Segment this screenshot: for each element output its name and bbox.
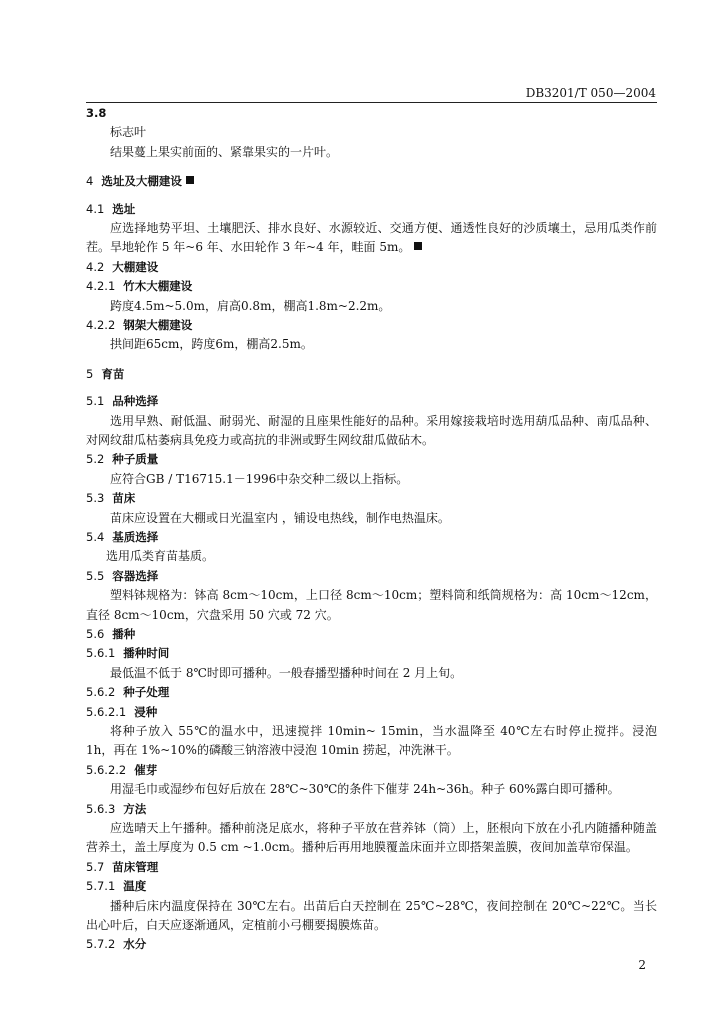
section-paragraph: 苗床应设置在大棚或日光温室内 ，铺设电热线，制作电热温床。 [110, 510, 450, 525]
document-code: DB3201/T 050—2004 [525, 86, 656, 100]
section-heading [86, 567, 657, 586]
subsubsection-heading [86, 761, 657, 780]
subsection-title: 钢架大棚建设 [123, 317, 193, 332]
section-heading [86, 450, 657, 469]
subsubsection-title: 催芽 [134, 762, 158, 777]
page-number: 2 [638, 958, 646, 972]
section-number: 5.6 [86, 626, 105, 641]
section-paragraph: 应符合GB / T16715.1－1996中杂交种二级以上指标。 [110, 471, 409, 486]
section-title: 大棚建设 [112, 259, 159, 274]
term-definition: 结果蔓上果实前面的、紧靠果实的一片叶。 [110, 144, 339, 159]
clause-number: 3.8 [86, 106, 107, 120]
subsection-number: 5.6.3 [86, 801, 116, 816]
section-heading [86, 528, 657, 547]
section-number: 5.1 [86, 394, 105, 409]
subsection-number: 5.6.1 [86, 646, 116, 661]
section-paragraph: 塑料钵规格为：钵高 8cm～10cm，上口径 8cm～10cm；塑料筒和纸筒规格为：高 10cm～12cm，直径 8cm～10cm，穴盘采用 50 穴或 72 穴。 [86, 588, 657, 622]
section-number: 5.4 [86, 529, 105, 544]
section-paragraph [86, 219, 657, 258]
subsection-heading [86, 316, 657, 335]
subsection-title: 种子处理 [123, 685, 170, 700]
section-title: 品种选择 [112, 394, 159, 409]
square-mark-icon [186, 176, 194, 184]
section-number: 5.3 [86, 491, 105, 506]
section-heading [86, 392, 657, 411]
subsubsection-number: 5.6.2.1 [86, 704, 127, 719]
subsection-heading [86, 683, 657, 702]
subsection-title: 温度 [123, 879, 147, 894]
section-paragraph: 跨度4.5m~5.0m，肩高0.8m，棚高1.8m~2.2m。 [110, 298, 391, 313]
chapter-number: 4 [86, 174, 94, 189]
subsection-title: 方法 [123, 801, 147, 816]
section-title: 种子质量 [112, 452, 159, 467]
section-heading [86, 258, 657, 277]
section-paragraph: 将种子放入 55℃的温水中，迅速搅拌 10min~ 15min，当水温降至 40℃左右时停止搅拌。浸泡 1h，再在 1%~10%的磷酸三钠溶液中浸泡 10min 捞起，冲洗淋干。 [86, 723, 657, 758]
subsection-heading [86, 877, 657, 896]
subsection-heading [86, 277, 657, 296]
section-paragraph: 选用早熟、耐低温、耐弱光、耐湿的且座果性能好的品种。采用嫁接栽培时选用葫瓜品种、南瓜品种、对网纹甜瓜枯萎病具免疫力或高抗的非洲或野生网纹甜瓜做砧木。 [86, 413, 657, 447]
section-paragraph: 应选晴天上午播种。播种前浇足底水，将种子平放在营养钵（筒）上，胚根向下放在小孔内随播种随盖营养土，盖土厚度为 0.5 cm ~1.0cm。播种后再用地膜覆盖床面并立即搭架盖膜，夜间加盖草帘保温。 [86, 820, 657, 855]
subsection-heading [86, 935, 657, 954]
section-title: 播种 [112, 626, 136, 641]
section-number: 4.1 [86, 201, 105, 216]
square-mark-icon [414, 242, 422, 250]
section-heading [86, 200, 657, 219]
subsection-title: 水分 [123, 937, 147, 952]
subsubsection-number: 5.6.2.2 [86, 762, 127, 777]
section-number: 5.5 [86, 568, 105, 583]
section-title: 苗床管理 [112, 859, 159, 874]
section-title: 容器选择 [112, 568, 159, 583]
section-number: 4.2 [86, 259, 105, 274]
section-paragraph: 拱间距65cm，跨度6m，棚高2.5m。 [110, 337, 313, 352]
subsubsection-heading [86, 703, 657, 722]
subsection-number: 5.7.1 [86, 879, 116, 894]
section-title: 选址 [112, 201, 136, 216]
section-heading [86, 489, 657, 508]
section-title: 基质选择 [112, 529, 159, 544]
section-title: 苗床 [112, 491, 136, 506]
section-paragraph: 选用瓜类育苗基质。 [106, 549, 215, 564]
section-paragraph: 用湿毛巾或湿纱布包好后放在 28℃~30℃的条件下催芽 24h~36h。种子 60%露白即可播种。 [110, 782, 620, 797]
chapter-title: 育苗 [101, 366, 125, 381]
subsection-number: 5.6.2 [86, 685, 116, 700]
header-rule [86, 102, 657, 103]
chapter-number: 5 [86, 366, 94, 381]
subsection-heading [86, 644, 657, 663]
subsection-number: 4.2.2 [86, 317, 116, 332]
chapter-title: 选址及大棚建设 [101, 174, 182, 189]
subsection-title: 竹木大棚建设 [123, 279, 193, 294]
chapter-heading [86, 365, 657, 384]
subsection-heading [86, 800, 657, 819]
chapter-heading [86, 172, 657, 191]
subsubsection-title: 浸种 [134, 704, 158, 719]
section-number: 5.7 [86, 859, 105, 874]
section-heading [86, 858, 657, 877]
section-number: 5.2 [86, 452, 105, 467]
term-title: 标志叶 [110, 125, 147, 140]
subsection-number: 4.2.1 [86, 279, 116, 294]
section-paragraph: 播种后床内温度保持在 30℃左右。出苗后白天控制在 25℃~28℃，夜间控制在 20℃~22℃。当长出心叶后，白天应逐渐通风，定植前小弓棚要揭膜炼苗。 [86, 898, 657, 932]
section-paragraph: 最低温不低于 8℃时即可播种。一般春播型播种时间在 2 月上旬。 [110, 665, 463, 680]
section-heading [86, 625, 657, 644]
section-text: 应选择地势平坦、土壤肥沃、排水良好、水源较近、交通方便、通透性良好的沙质壤土，忌用瓜类作前茬。旱地轮作 5 年~6 年、水田轮作 3 年~4 年，畦面 5m。 [86, 220, 657, 255]
document-body [86, 104, 657, 955]
subsection-number: 5.7.2 [86, 937, 116, 952]
subsection-title: 播种时间 [123, 646, 170, 661]
